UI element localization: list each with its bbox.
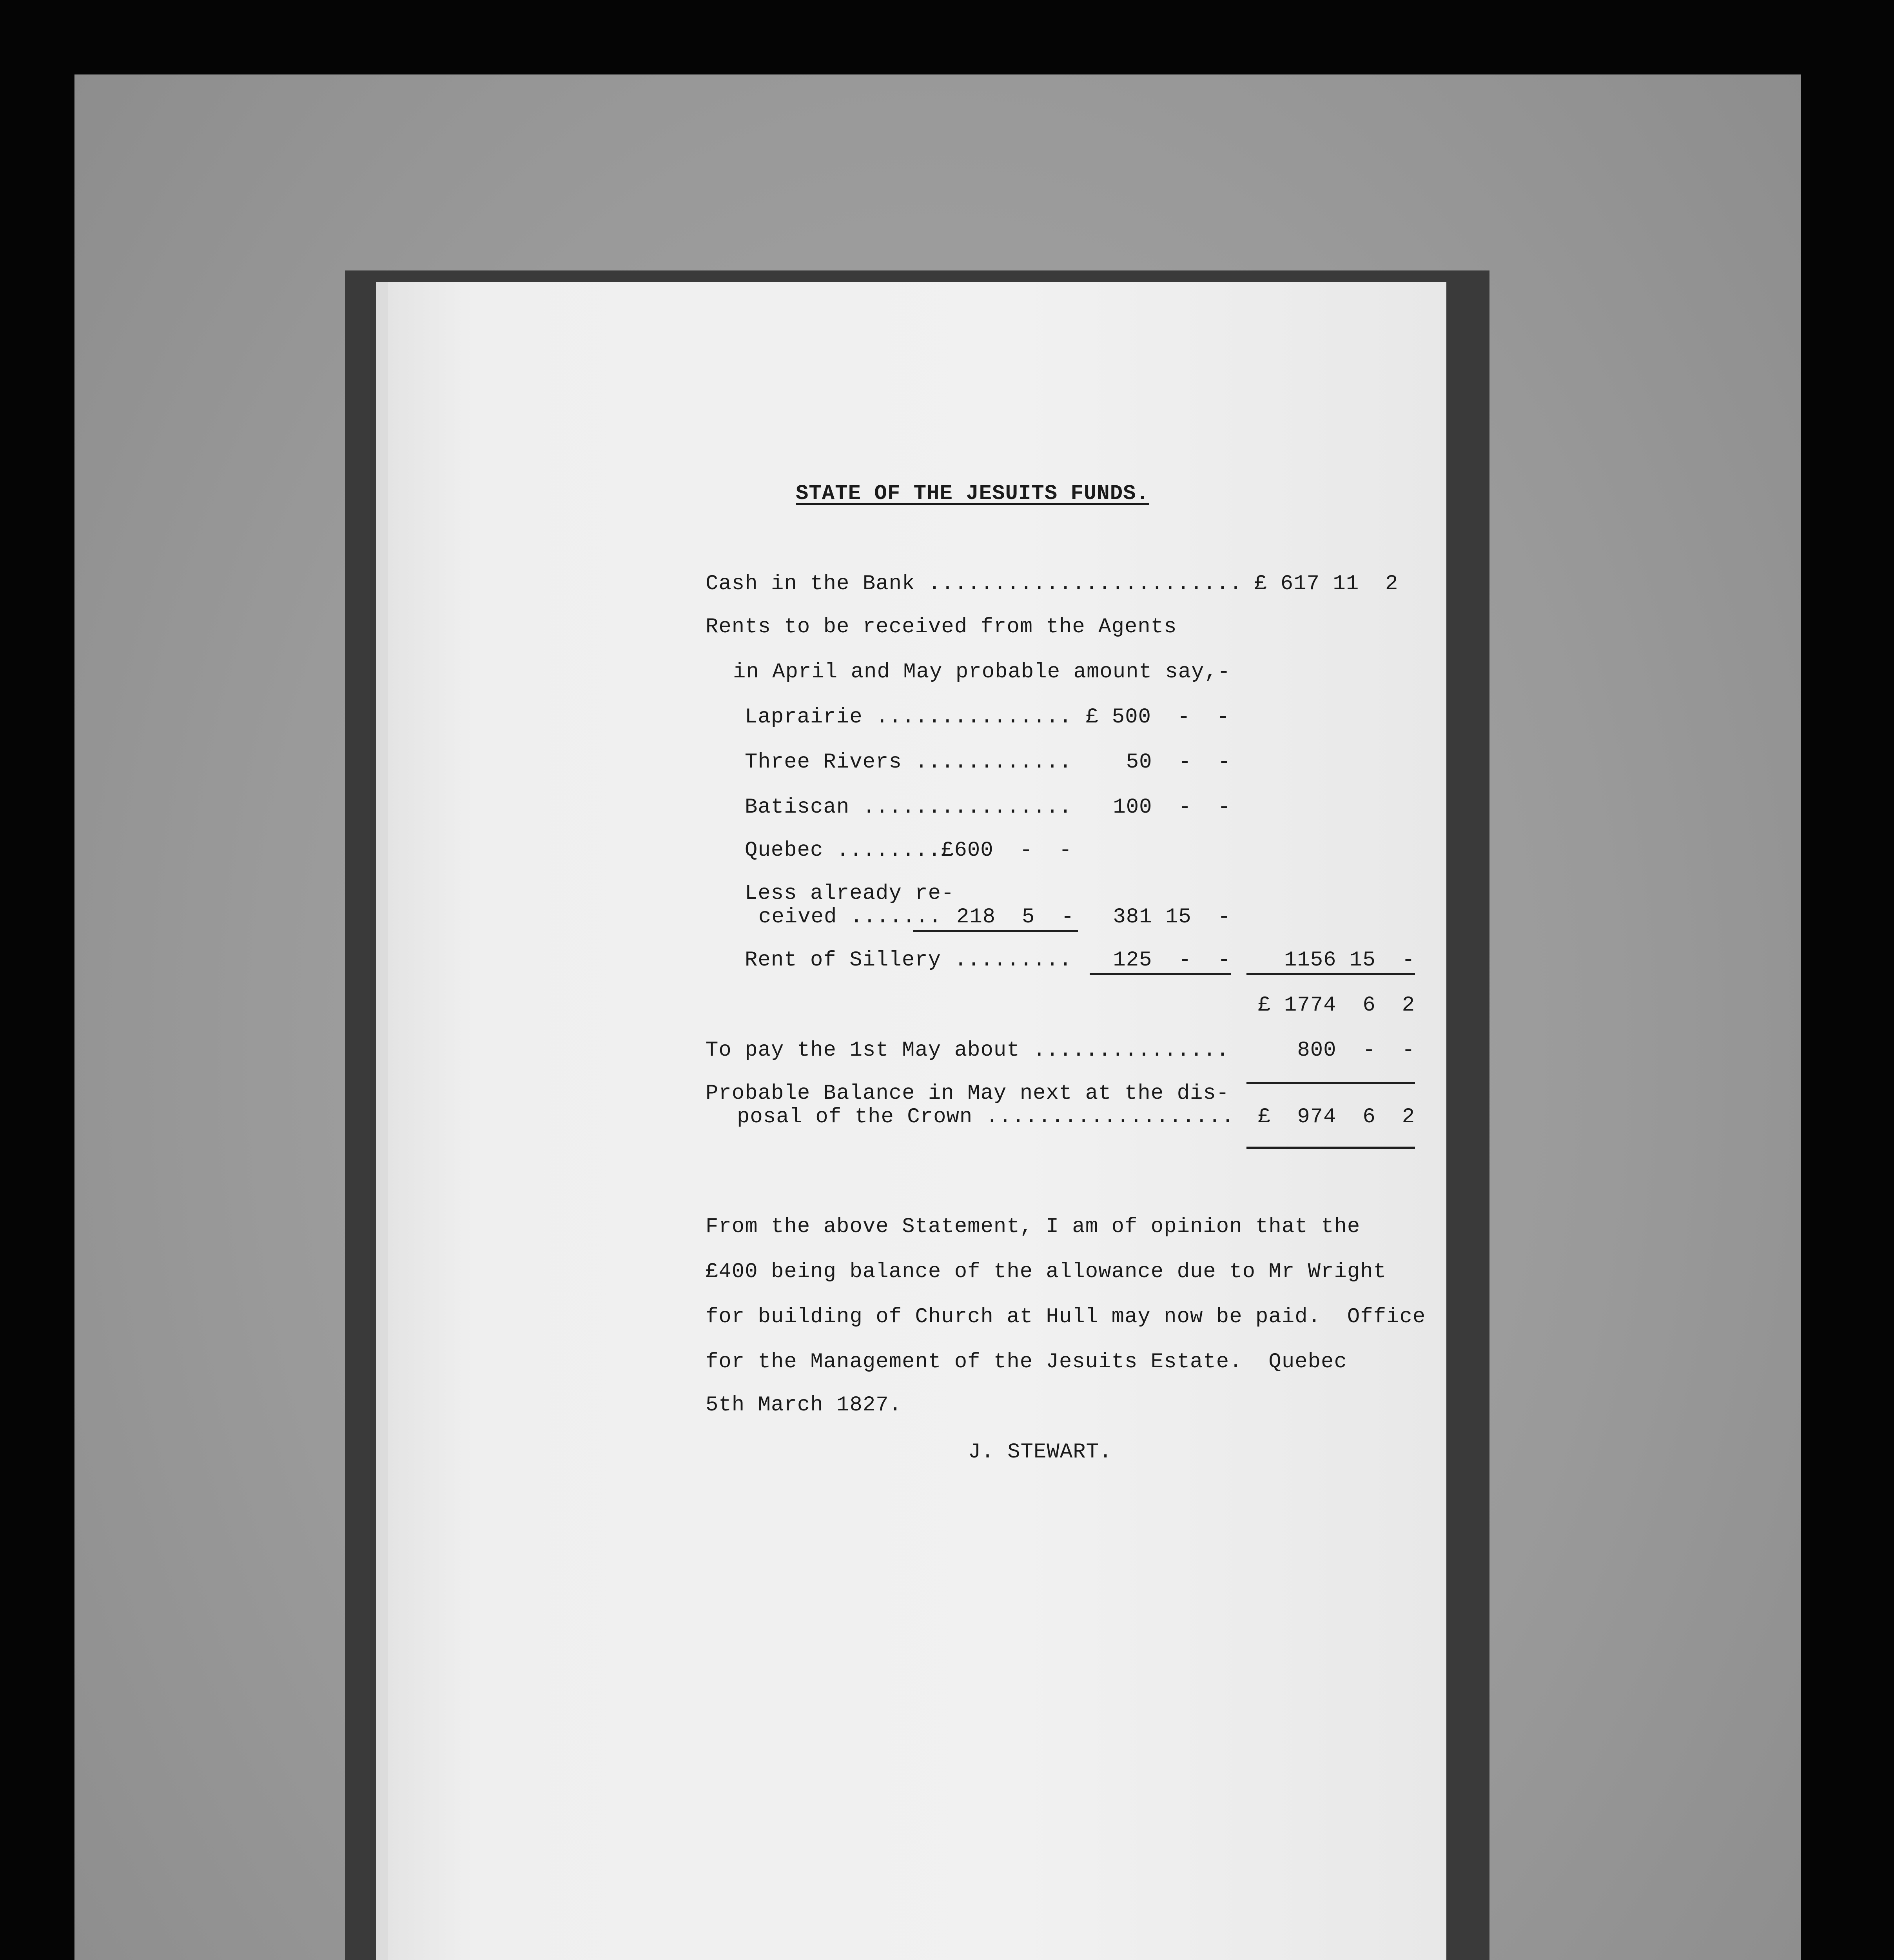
pay-underline — [1246, 1082, 1415, 1084]
less-received-label-1: Less already re- — [745, 882, 954, 906]
document-title: STATE OF THE JESUITS FUNDS. — [796, 482, 1149, 506]
pay-label: To pay the 1st May about ............... — [706, 1038, 1230, 1062]
laprairie-label: Laprairie ............... — [745, 705, 1072, 729]
sillery-label: Rent of Sillery ......... — [745, 948, 1072, 972]
paragraph-line-1: From the above Statement, I am of opinion that the — [706, 1215, 1361, 1239]
less-received-deduction: 218 5 - — [956, 905, 1074, 929]
balance-underline — [1246, 1147, 1415, 1149]
sillery-underline — [1090, 973, 1231, 975]
pay-amount: 800 - - — [1297, 1038, 1415, 1062]
paragraph-line-3: for building of Church at Hull may now be paid. Office — [706, 1305, 1426, 1329]
sillery-subtotal: 1156 15 - — [1284, 948, 1415, 972]
three-rivers-label: Three Rivers ............ — [745, 750, 1072, 774]
grand-total: £ 1774 6 2 — [1258, 993, 1415, 1017]
rents-header-line-2: in April and May probable amount say,- — [733, 660, 1231, 684]
three-rivers-amount: 50 - - — [1126, 750, 1231, 774]
subtotal-underline — [1246, 973, 1415, 975]
cash-label: Cash in the Bank ........................ — [706, 572, 1243, 596]
laprairie-amount: £ 500 - - — [1086, 705, 1230, 729]
batiscan-label: Batiscan ................ — [745, 795, 1072, 819]
batiscan-amount: 100 - - — [1113, 795, 1231, 819]
less-received-amount: 381 15 - — [1113, 905, 1231, 929]
sillery-amount: 125 - - — [1113, 948, 1231, 972]
deduction-underline — [913, 930, 1078, 932]
rents-header-line-1: Rents to be received from the Agents — [706, 615, 1177, 639]
balance-amount: £ 974 6 2 — [1258, 1105, 1415, 1129]
balance-label-2: posal of the Crown ................... — [737, 1105, 1235, 1129]
paragraph-line-4: for the Management of the Jesuits Estate. Quebec — [706, 1350, 1347, 1374]
less-received-label-2: ceived ....... — [758, 905, 942, 929]
paragraph-line-5: 5th March 1827. — [706, 1393, 902, 1417]
quebec-label: Quebec ........£600 - - — [745, 838, 1072, 862]
signature: J. STEWART. — [968, 1440, 1112, 1464]
cash-amount: £ 617 11 2 — [1254, 572, 1399, 596]
paragraph-line-2: £400 being balance of the allowance due to Mr Wright — [706, 1260, 1387, 1284]
balance-label-1: Probable Balance in May next at the dis- — [706, 1082, 1230, 1105]
